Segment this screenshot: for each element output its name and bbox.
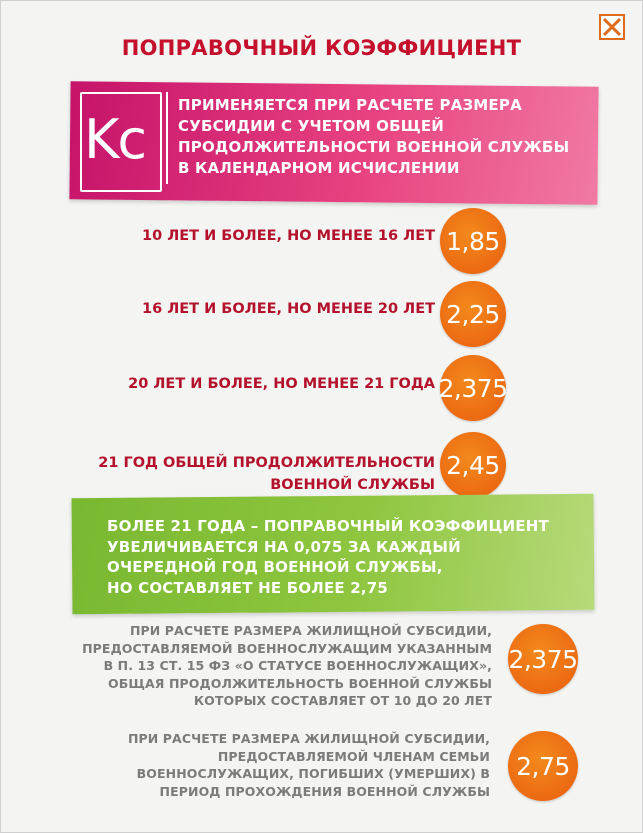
note-line: ПРИ РАСЧЕТЕ РАЗМЕРА ЖИЛИЩНОЙ СУБСИДИИ, (129, 623, 492, 638)
kc-line: ПРИМЕНЯЕТСЯ ПРИ РАСЧЕТЕ РАЗМЕРА (178, 96, 522, 114)
note-line: ПРИ РАСЧЕТЕ РАЗМЕРА ЖИЛИЩНОЙ СУБСИДИИ, (127, 731, 490, 746)
note-line: КОТОРЫХ СОСТАВЛЯЕТ ОТ 10 ДО 20 ЛЕТ (193, 693, 492, 708)
coefficient-value-circle: 1,85 (440, 208, 506, 274)
green-line: ОЧЕРЕДНОЙ ГОД ВОЕННОЙ СЛУЖБЫ, (107, 558, 443, 576)
note-line: ПРЕДОСТАВЛЯЕМОЙ ЧЛЕНАМ СЕМЬИ (217, 748, 490, 764)
coefficient-row-label (142, 225, 435, 247)
coefficient-row-label (142, 298, 435, 320)
green-line: НО СОСТАВЛЯЕТ НЕ БОЛЕЕ 2,75 (107, 578, 389, 597)
kc-symbol: Kс (84, 108, 146, 171)
row-label-line: 16 ЛЕТ И БОЛЕЕ, НО МЕНЕЕ 20 ЛЕТ (142, 301, 435, 317)
row-label-line: 10 ЛЕТ И БОЛЕЕ, НО МЕНЕЕ 16 ЛЕТ (142, 228, 435, 244)
note-value-circle: 2,375 (508, 624, 578, 694)
green-line: БОЛЕЕ 21 ГОДА – ПОПРАВОЧНЫЙ КОЭФФИЦИЕНТ (107, 517, 549, 535)
row-label-line: 20 ЛЕТ И БОЛЕЕ, НО МЕНЕЕ 21 ГОДА (128, 376, 435, 392)
kc-divider (166, 92, 168, 184)
note-line: В П. 13 СТ. 15 ФЗ «О СТАТУСЕ ВОЕННОСЛУЖАЩИХ», (103, 658, 492, 673)
note-text (30, 730, 490, 800)
row-label-line: ВОЕННОЙ СЛУЖБЫ (270, 477, 435, 493)
kc-line: ПРОДОЛЖИТЕЛЬНОСТИ ВОЕННОЙ СЛУЖБЫ (178, 138, 570, 156)
note-line: ОБЩАЯ ПРОДОЛЖИТЕЛЬНОСТЬ ВОЕННОЙ СЛУЖБЫ (108, 675, 492, 691)
green-line: УВЕЛИЧИВАЕТСЯ НА 0,075 ЗА КАЖДЫЙ (107, 537, 461, 556)
green-description (107, 516, 587, 598)
coefficient-value-circle: 2,375 (440, 355, 506, 421)
coefficient-row-label (128, 373, 435, 395)
kc-line: СУБСИДИИ С УЧЕТОМ ОБЩЕЙ (178, 117, 445, 135)
coefficient-row-label (98, 452, 435, 496)
note-value-circle: 2,75 (508, 731, 578, 801)
coefficient-value-circle: 2,25 (440, 281, 506, 347)
kc-line: В КАЛЕНДАРНОМ ИСЧИСЛЕНИИ (178, 159, 460, 177)
coefficient-value-circle: 2,45 (440, 432, 506, 498)
note-line: ПЕРИОД ПРОХОЖДЕНИЯ ВОЕННОЙ СЛУЖБЫ (159, 783, 490, 799)
note-text (60, 622, 492, 710)
page-title: ПОПРАВОЧНЫЙ КОЭФФИЦИЕНТ (121, 36, 522, 60)
note-line: ВОЕННОСЛУЖАЩИХ, ПОГИБШИХ (УМЕРШИХ) В (136, 766, 490, 781)
kc-description (178, 95, 578, 179)
row-label-line: 21 ГОД ОБЩЕЙ ПРОДОЛЖИТЕЛЬНОСТИ (98, 455, 435, 471)
note-line: ПРЕДОСТАВЛЯЕМОЙ ВОЕННОСЛУЖАЩИМ УКАЗАННЫМ (82, 640, 492, 656)
